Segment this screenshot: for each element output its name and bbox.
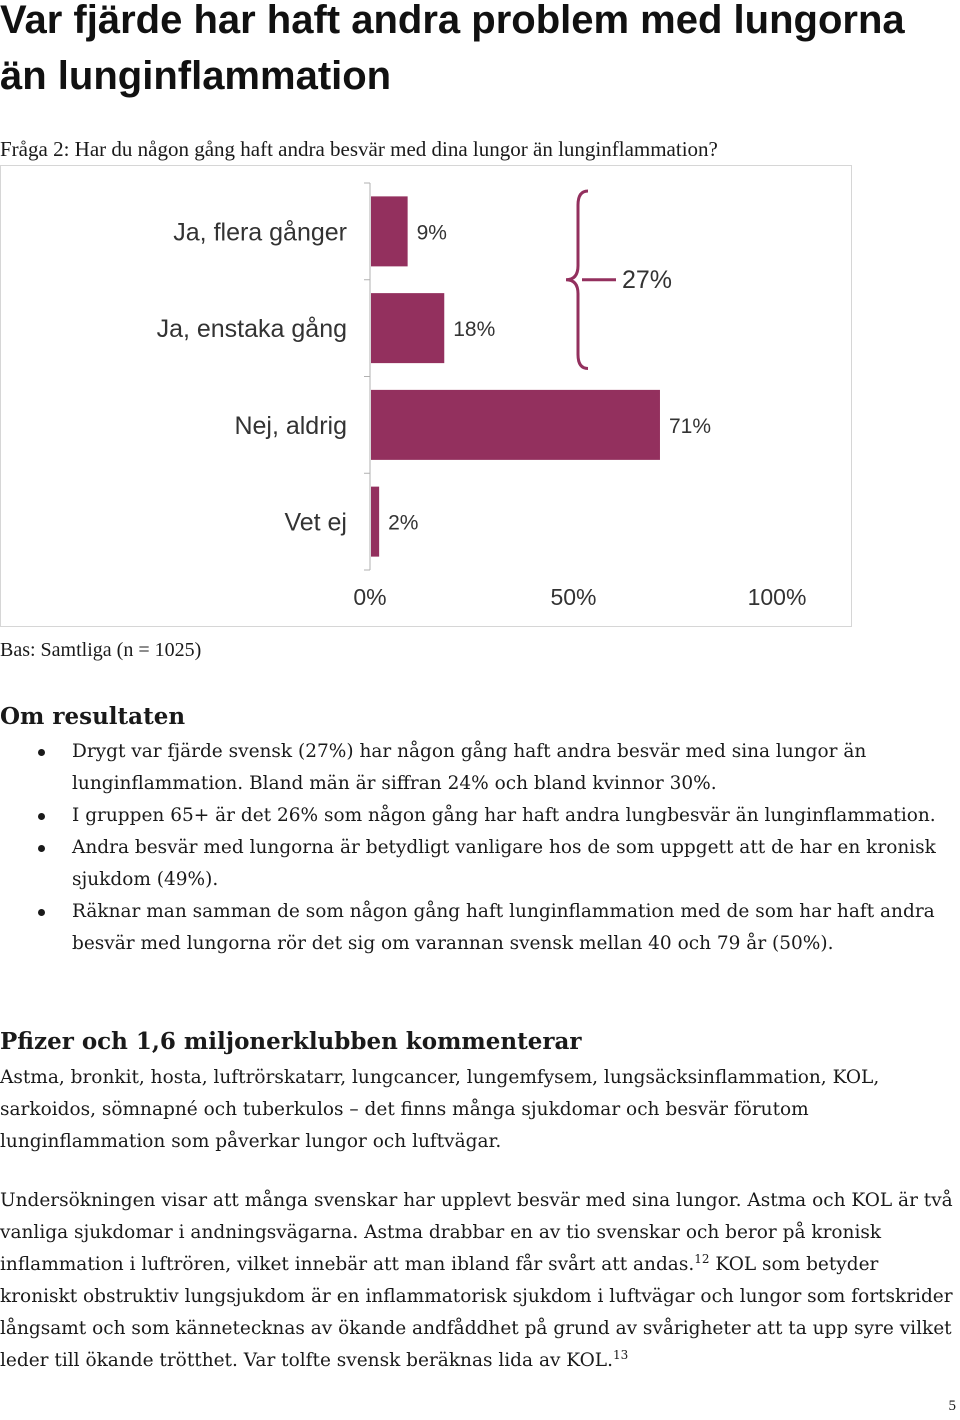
bar — [371, 390, 660, 460]
footnote-ref: 12 — [694, 1251, 710, 1266]
bullet-icon — [38, 909, 45, 916]
comment-paragraph-1: Astma, bronkit, hosta, luftrörskatarr, lungcancer, lungemfysem, lungsäcksinflammation, KOL, sarkoidos, sömnapné och tuberkulos – det finns många sjukdomar och besvär förutom lunginflammation som påverkar lungor och luftvägar. — [0, 1067, 880, 1152]
value-label: 71% — [668, 414, 712, 438]
bar-chart — [0, 165, 860, 635]
x-tick-label: 0% — [353, 584, 387, 610]
bullet-text: Räknar man samman de som någon gång haft lunginflammation med de som har haft andra besvär med lungorna rör det sig om varannan svensk mellan 40 och 79 år (50%). — [72, 901, 935, 954]
page-title: Var fjärde har haft andra problem med lungorna än lunginflammation — [0, 0, 905, 98]
bar — [371, 196, 408, 266]
group-total-label: 27% — [622, 265, 673, 294]
list-item — [0, 832, 940, 896]
bullet-icon — [38, 749, 45, 756]
bullet-text: I gruppen 65+ är det 26% som någon gång har haft andra lungbesvär än lunginflammation. — [72, 805, 936, 826]
category-label: Ja, flera gånger — [173, 218, 347, 247]
footnote-ref: 13 — [612, 1347, 629, 1362]
bar — [371, 487, 379, 557]
comment-heading: Pfizer och 1,6 miljonerklubben kommenterar — [0, 1028, 582, 1055]
category-label: Vet ej — [284, 508, 347, 537]
category-label: Ja, enstaka gång — [156, 315, 347, 344]
list-item — [0, 896, 940, 960]
category-label: Nej, aldrig — [234, 411, 347, 440]
results-list — [0, 736, 940, 960]
page-number: 5 — [948, 1398, 956, 1414]
bullet-icon — [38, 845, 45, 852]
paragraph-text: KOL som betyder kroniskt obstruktiv lungsjukdom är en inflammatorisk sjukdom i luftvägar och lungor som fortskrider långsamt och som kännetecknas av ökande andfåddhet på grund av svårigheter att ta upp syre vilket leder till ökande trötthet. Var tolfte svensk beräknas lida av KOL. — [0, 1254, 953, 1371]
survey-question: Fråga 2: Har du någon gång haft andra besvär med dina lungor än lunginflammation? — [0, 137, 718, 161]
list-item — [0, 736, 940, 800]
base-note: Bas: Samtliga (n = 1025) — [0, 639, 202, 661]
results-heading: Om resultaten — [0, 703, 186, 730]
x-tick-label: 50% — [550, 584, 597, 610]
bullet-icon — [38, 813, 45, 820]
comment-paragraph-2 — [0, 1185, 960, 1377]
paragraph-text: Undersökningen visar att många svenskar har upplevt besvär med sina lungor. Astma och KOL är två vanliga sjukdomar i andningsvägarna. Astma drabbar en av tio svenskar och beror på kronisk inflammation i luftrören, vilket innebär att man ibland får svårt att andas. — [0, 1190, 953, 1275]
value-label: 2% — [388, 511, 419, 535]
x-tick-label: 100% — [747, 584, 807, 610]
value-label: 9% — [416, 221, 447, 245]
bullet-text: Andra besvär med lungorna är betydligt vanligare hos de som uppgett att de har en kronisk sjukdom (49%). — [72, 837, 936, 890]
bullet-text: Drygt var fjärde svensk (27%) har någon gång haft andra besvär med sina lungor än lunginflammation. Bland män är siffran 24% och bland kvinnor 30%. — [72, 741, 867, 794]
value-label: 18% — [453, 318, 496, 342]
list-item — [0, 800, 940, 832]
bar — [371, 293, 444, 363]
